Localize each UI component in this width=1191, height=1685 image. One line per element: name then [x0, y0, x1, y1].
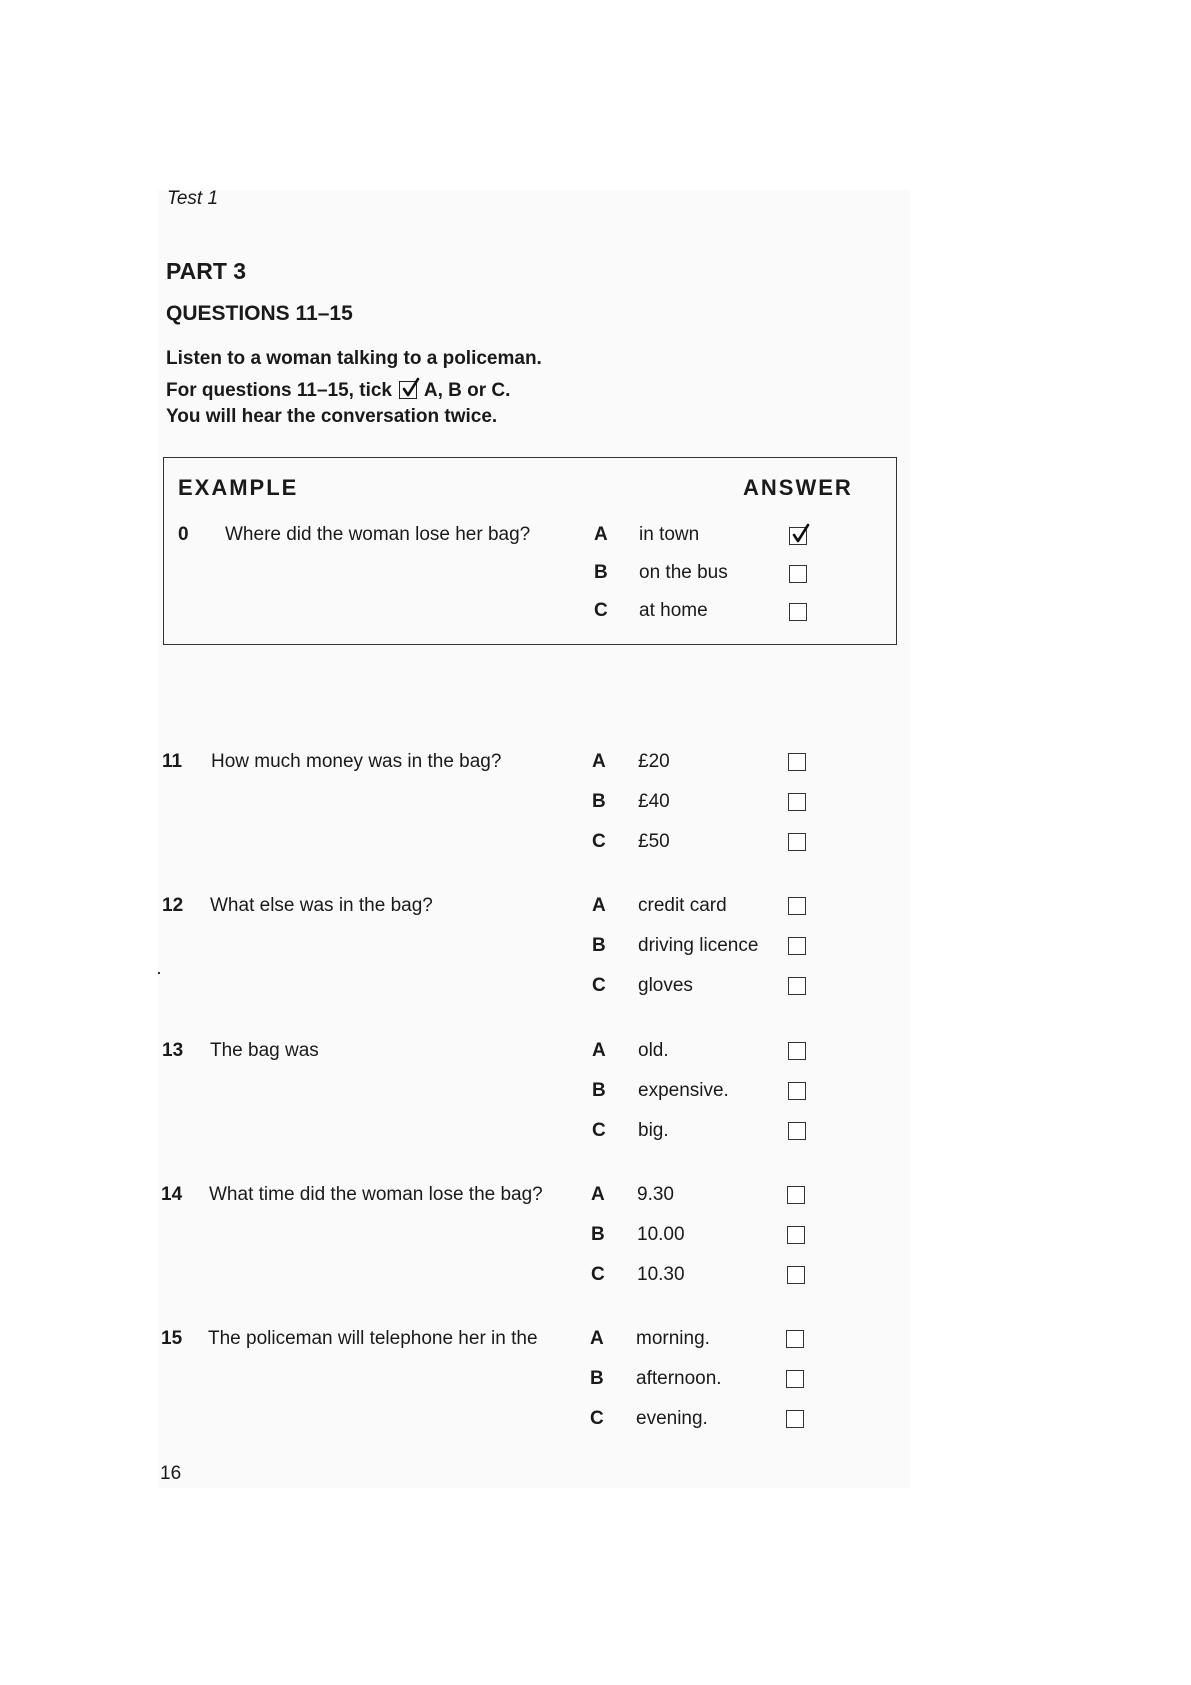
- option-text: morning.: [636, 1328, 710, 1349]
- option-text: £50: [638, 831, 670, 852]
- answer-checkbox[interactable]: [786, 1370, 804, 1388]
- option-text: £20: [638, 751, 670, 772]
- answer-checkbox[interactable]: [788, 937, 806, 955]
- tick-box-icon: [399, 381, 417, 399]
- question-text: What time did the woman lose the bag?: [209, 1184, 543, 1205]
- example-question: Where did the woman lose her bag?: [225, 524, 531, 545]
- option-letter: A: [592, 1040, 606, 1061]
- example-option-c: at home: [639, 600, 708, 621]
- answer-checkbox[interactable]: [788, 897, 806, 915]
- example-option-b: on the bus: [639, 562, 728, 583]
- example-letter-a: A: [594, 524, 608, 545]
- answer-checkbox[interactable]: [788, 753, 806, 771]
- option-letter: C: [592, 831, 606, 852]
- option-text: 10.30: [637, 1264, 685, 1285]
- option-text: 10.00: [637, 1224, 685, 1245]
- answer-checkbox[interactable]: [788, 1082, 806, 1100]
- example-number: 0: [178, 524, 189, 545]
- question-text: The bag was: [210, 1040, 319, 1061]
- option-letter: A: [591, 1184, 605, 1205]
- option-text: driving licence: [638, 935, 759, 956]
- option-text: gloves: [638, 975, 693, 996]
- option-letter: A: [590, 1328, 604, 1349]
- option-text: afternoon.: [636, 1368, 722, 1389]
- instruction-text-before: For questions 11–15, tick: [166, 380, 392, 401]
- question-number: 13: [162, 1040, 184, 1061]
- answer-checkbox[interactable]: [788, 793, 806, 811]
- example-letter-b: B: [594, 562, 608, 583]
- option-letter: C: [592, 975, 606, 996]
- question-text: The policeman will telephone her in the: [208, 1328, 538, 1349]
- option-letter: B: [592, 935, 606, 956]
- option-letter: B: [592, 1080, 606, 1101]
- test-label: Test 1: [167, 188, 219, 209]
- answer-checkbox[interactable]: [788, 833, 806, 851]
- answer-checkbox[interactable]: [787, 1266, 805, 1284]
- example-checkbox-a-checked[interactable]: [789, 527, 807, 545]
- example-heading: EXAMPLE: [178, 475, 299, 500]
- option-letter: C: [591, 1264, 605, 1285]
- question-number: 12: [162, 895, 184, 916]
- option-letter: B: [590, 1368, 604, 1389]
- option-text: big.: [638, 1120, 669, 1141]
- example-letter-c: C: [594, 600, 608, 621]
- option-letter: C: [590, 1408, 604, 1429]
- option-letter: B: [592, 791, 606, 812]
- scan-speck: [158, 972, 160, 974]
- example-option-a: in town: [639, 524, 700, 545]
- option-letter: C: [592, 1120, 606, 1141]
- part-title: PART 3: [166, 258, 247, 284]
- option-text: £40: [638, 791, 670, 812]
- example-checkbox-b[interactable]: [789, 565, 807, 583]
- answer-checkbox[interactable]: [788, 1042, 806, 1060]
- option-letter: A: [592, 751, 606, 772]
- question-number: 14: [161, 1184, 183, 1205]
- option-text: evening.: [636, 1408, 708, 1429]
- question-number: 11: [162, 751, 183, 772]
- instruction-text-after: A, B or C.: [423, 380, 511, 401]
- question-number: 15: [161, 1328, 183, 1349]
- question-text: What else was in the bag?: [210, 895, 433, 916]
- option-letter: A: [592, 895, 606, 916]
- answer-checkbox[interactable]: [786, 1330, 804, 1348]
- answer-checkbox[interactable]: [787, 1226, 805, 1244]
- option-letter: B: [591, 1224, 605, 1245]
- answer-heading: ANSWER: [743, 475, 853, 500]
- answer-checkbox[interactable]: [786, 1410, 804, 1428]
- option-text: expensive.: [638, 1080, 729, 1101]
- instruction-line-1: Listen to a woman talking to a policeman.: [166, 348, 542, 369]
- questions-title: QUESTIONS 11–15: [166, 302, 353, 325]
- answer-checkbox[interactable]: [788, 977, 806, 995]
- answer-checkbox[interactable]: [787, 1186, 805, 1204]
- answer-checkbox[interactable]: [788, 1122, 806, 1140]
- option-text: 9.30: [637, 1184, 674, 1205]
- option-text: credit card: [638, 895, 727, 916]
- instruction-line-2: [166, 380, 510, 402]
- example-checkbox-c[interactable]: [789, 603, 807, 621]
- page-number: 16: [160, 1463, 182, 1484]
- question-text: How much money was in the bag?: [211, 751, 502, 772]
- option-text: old.: [638, 1040, 669, 1061]
- instruction-line-3: You will hear the conversation twice.: [166, 406, 498, 427]
